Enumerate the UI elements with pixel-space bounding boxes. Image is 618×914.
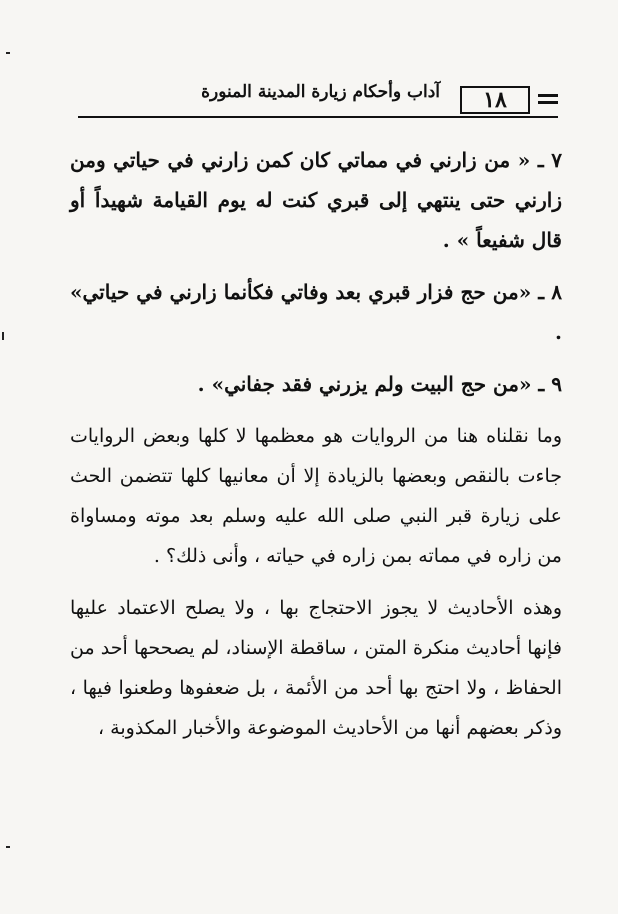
scan-mark <box>2 332 4 340</box>
header-ornament <box>538 94 558 108</box>
page-number: ١٨ <box>460 86 530 114</box>
hadith-8: ٨ ـ «من حج فزار قبري بعد وفاتي فكأنما زارني في حياتي» . <box>70 280 562 344</box>
hadith-9: ٩ ـ «من حج البيت ولم يزرني فقد جفاني» . <box>197 372 562 396</box>
hadith-7: ٧ ـ « من زارني في مماتي كان كمن زارني في حياتي ومن زارني حتى ينتهي إلى قبري كنت له يوم القيامة شهيداً أو قال شفيعاً » . <box>70 148 562 252</box>
commentary-paragraph: وهذه الأحاديث لا يجوز الاحتجاج بها ، ولا يصلح الاعتماد عليها فإنها أحاديث منكرة المتن ، ساقطة الإسناد، لم يصححها أحد من الحفاظ ، ولا احتج بها أحد من الأئمة ، بل ضعفوها وطعنوا فيها ، وذكر بعضهم أنها من الأحاديث الموضوعة والأخبار المكذوبة ، <box>70 597 562 739</box>
page-header <box>78 78 558 114</box>
scan-mark <box>6 52 10 54</box>
page-body <box>70 140 562 760</box>
commentary-paragraph: وما نقلناه هنا من الروايات هو معظمها لا كلها وبعض الروايات جاءت بالنقص وبعضها بالزيادة إلا أن معانيها كلها تتضمن الحث على زيارة قبر النبي صلى الله عليه وسلم بعد موته ومساواة من زاره في مماته بمن زاره في حياته ، وأنى ذلك؟ . <box>70 425 562 567</box>
scan-mark <box>6 846 10 848</box>
running-title: آداب وأحكام زيارة المدينة المنورة <box>201 82 440 102</box>
header-rule <box>78 116 558 118</box>
